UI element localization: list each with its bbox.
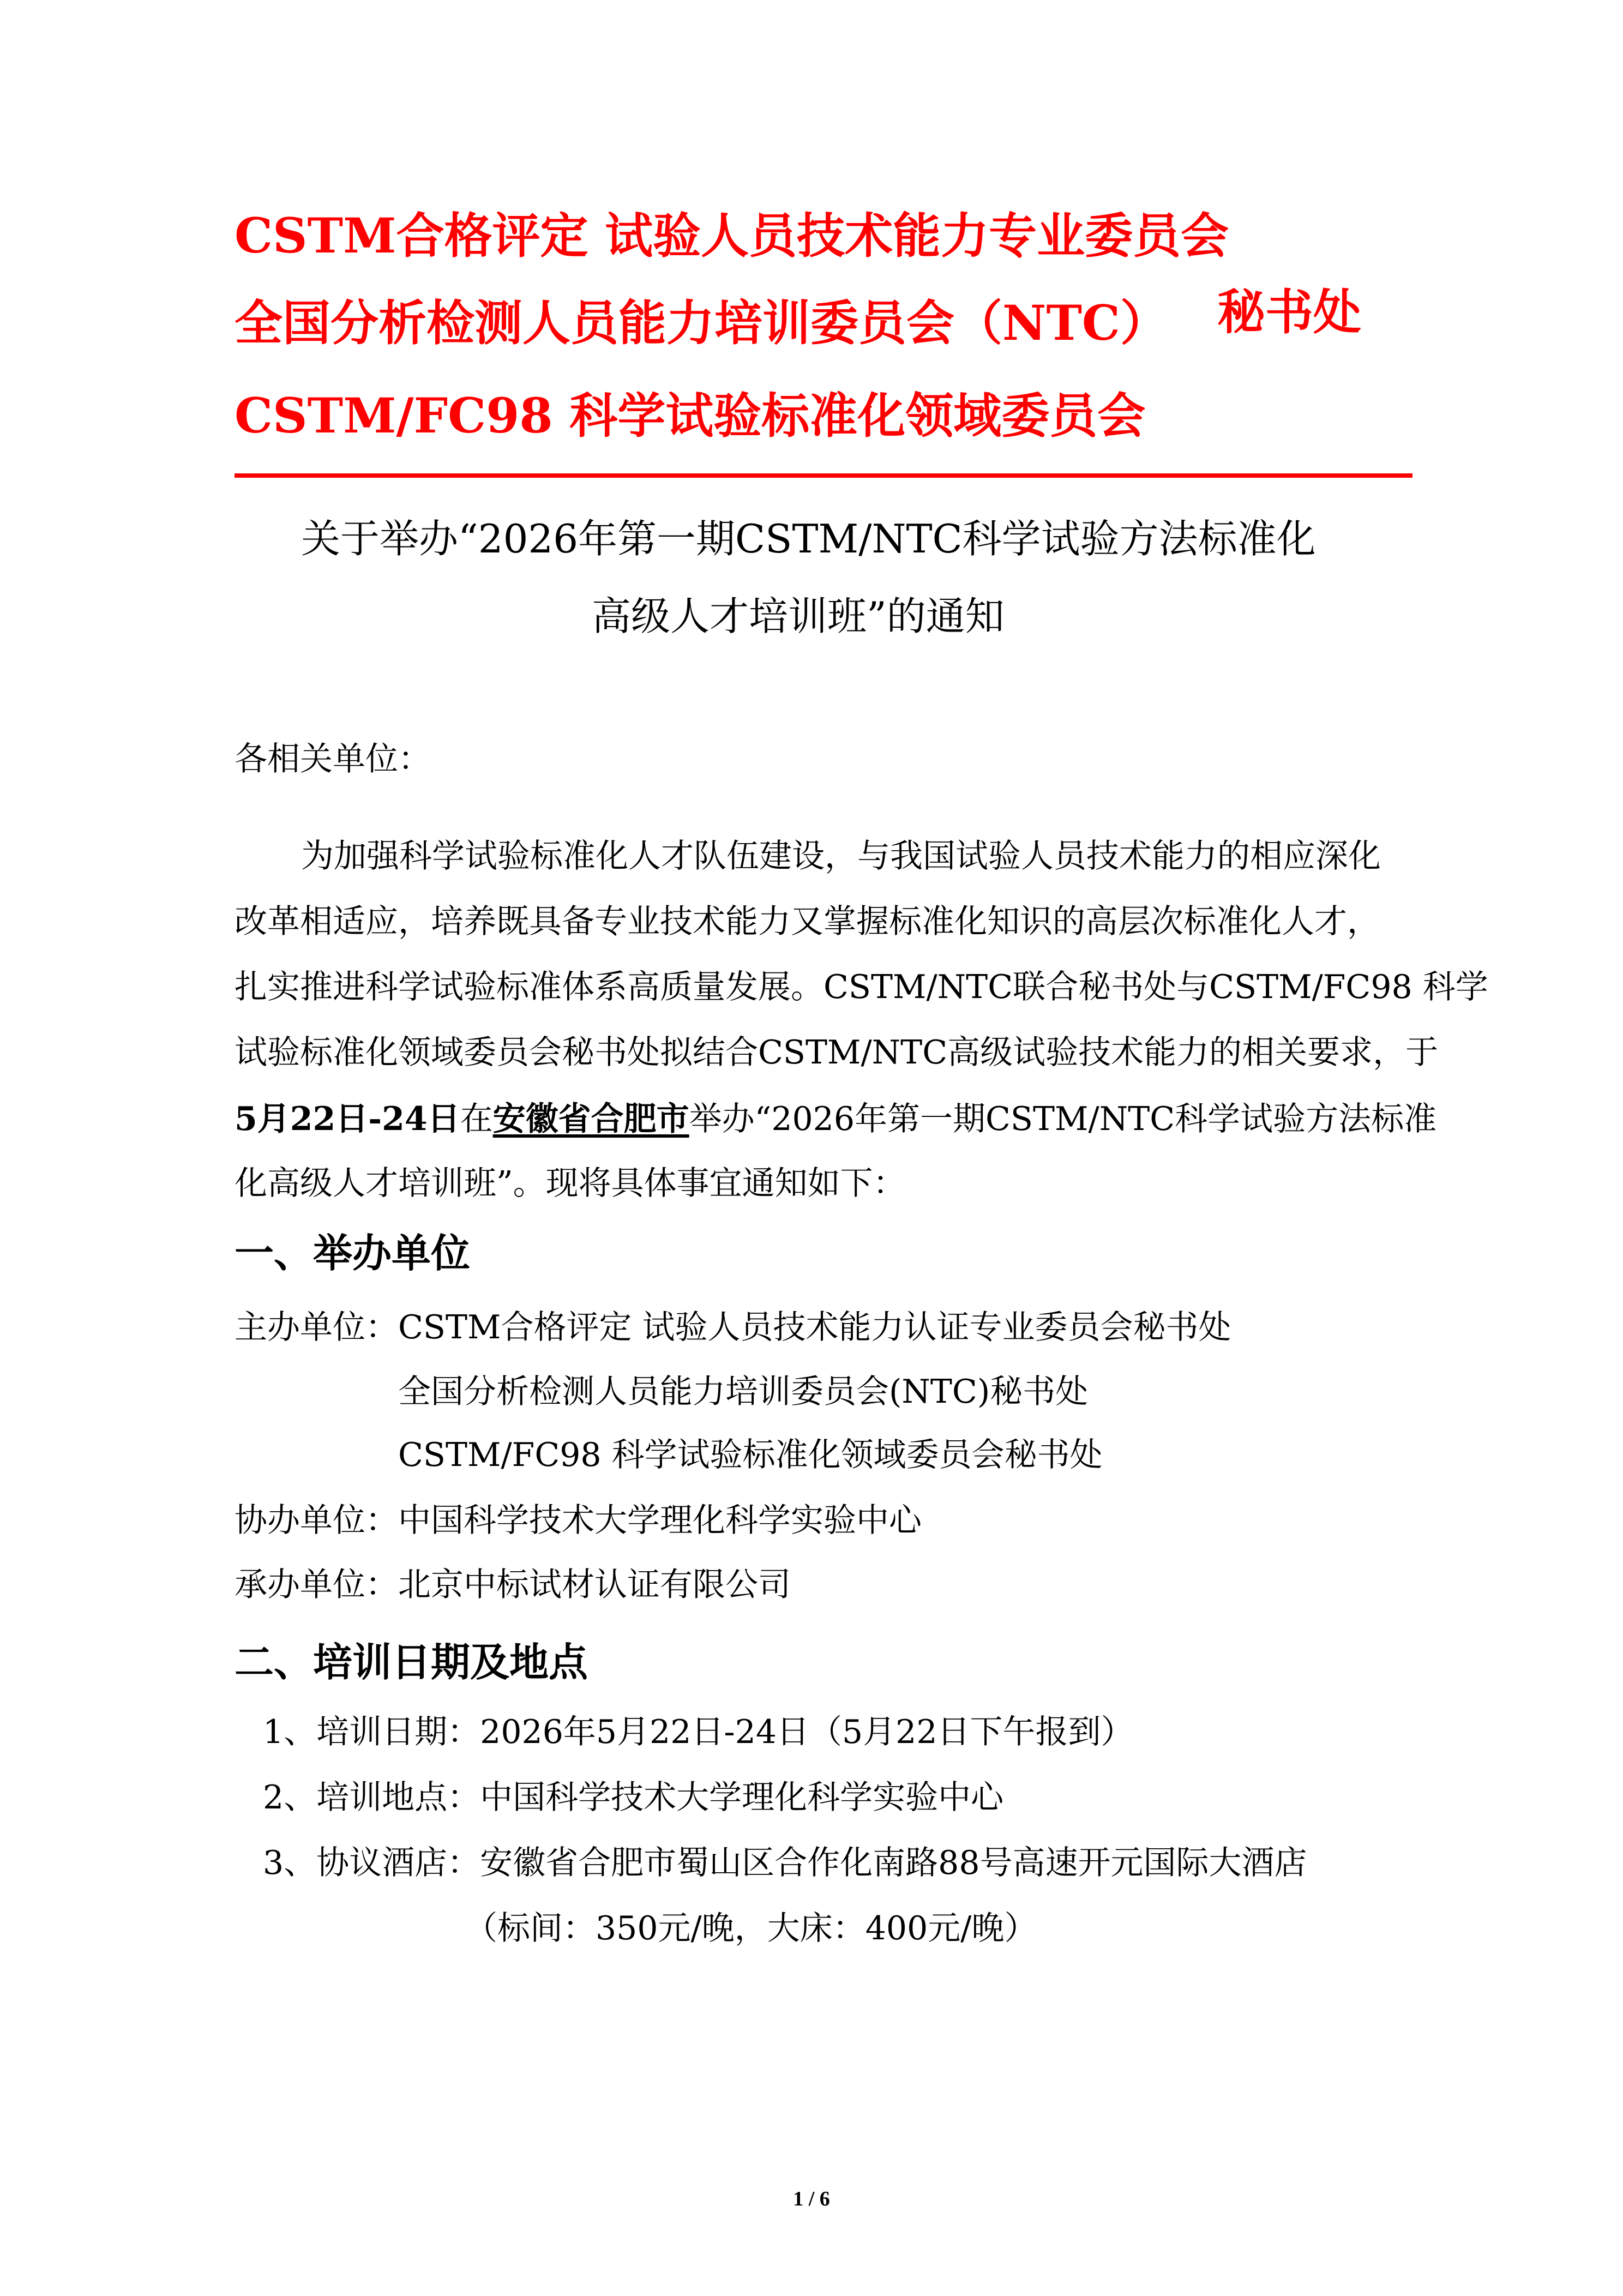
header-red-rule bbox=[235, 473, 1412, 478]
training-date-item: 1、培训日期：2026年5月22日-24日（5月22日下午报到） bbox=[263, 1713, 1134, 1751]
section-heading-organizers: 一、举办单位 bbox=[235, 1230, 471, 1276]
host-label: 承办单位： bbox=[235, 1566, 398, 1604]
hotel-item: 3、协议酒店：安徽省合肥市蜀山区合作化南路88号高速开元国际大酒店 bbox=[263, 1844, 1307, 1882]
intro-line-5 bbox=[235, 1100, 1437, 1138]
header-line-1: CSTM合格评定 试验人员技术能力专业委员会 bbox=[235, 207, 1229, 264]
notice-title-line-1: 关于举办“2026年第一期CSTM/NTC科学试验方法标准化 bbox=[301, 516, 1316, 562]
header-secretariat: 秘书处 bbox=[1217, 284, 1362, 340]
notice-title-line-2: 高级人才培训班”的通知 bbox=[592, 593, 1005, 639]
co-organizer-row bbox=[235, 1501, 922, 1540]
intro-line-6: 化高级人才培训班”。现将具体事宜通知如下： bbox=[235, 1164, 906, 1203]
host-row bbox=[235, 1566, 791, 1604]
intro-in: 在 bbox=[460, 1100, 493, 1138]
co-organizer: 中国科学技术大学理化科学实验中心 bbox=[398, 1501, 922, 1540]
intro-line-2: 改革相适应，培养既具备专业技术能力又掌握标准化知识的高层次标准化人才， bbox=[235, 903, 1380, 941]
hotel-price: （标间：350元/晚，大床：400元/晚） bbox=[465, 1909, 1037, 1948]
co-organizer-label: 协办单位： bbox=[235, 1501, 398, 1540]
header-line-2: 全国分析检测人员能力培训委员会（NTC） bbox=[235, 294, 1168, 351]
intro-line-3: 扎实推进科学试验标准体系高质量发展。CSTM/NTC联合秘书处与CSTM/FC98 科学 bbox=[235, 968, 1488, 1006]
training-location-item: 2、培训地点：中国科学技术大学理化科学实验中心 bbox=[263, 1778, 1004, 1817]
header-line-3: CSTM/FC98 科学试验标准化领域委员会 bbox=[235, 387, 1146, 444]
organizer-1: CSTM合格评定 试验人员技术能力认证专业委员会秘书处 bbox=[398, 1308, 1231, 1347]
section-heading-date-location: 二、培训日期及地点 bbox=[235, 1639, 588, 1685]
organizer-3: CSTM/FC98 科学试验标准化领域委员会秘书处 bbox=[398, 1436, 1103, 1474]
organizer-row-1 bbox=[235, 1308, 1231, 1347]
intro-line-4: 试验标准化领域委员会秘书处拟结合CSTM/NTC高级试验技术能力的相关要求，于 bbox=[235, 1033, 1439, 1072]
training-city: 安徽省合肥市 bbox=[492, 1100, 689, 1138]
organizer-label: 主办单位： bbox=[235, 1308, 398, 1347]
intro-line-5-rest: 举办“2026年第一期CSTM/NTC科学试验方法标准 bbox=[689, 1100, 1437, 1138]
salutation: 各相关单位： bbox=[235, 740, 431, 778]
organizer-2: 全国分析检测人员能力培训委员会(NTC)秘书处 bbox=[398, 1373, 1089, 1411]
training-dates: 5月22日-24日 bbox=[235, 1100, 460, 1138]
intro-line-1: 为加强科学试验标准化人才队伍建设，与我国试验人员技术能力的相应深化 bbox=[301, 837, 1381, 875]
host: 北京中标试材认证有限公司 bbox=[398, 1566, 791, 1604]
page-number: 1 / 6 bbox=[793, 2187, 830, 2210]
